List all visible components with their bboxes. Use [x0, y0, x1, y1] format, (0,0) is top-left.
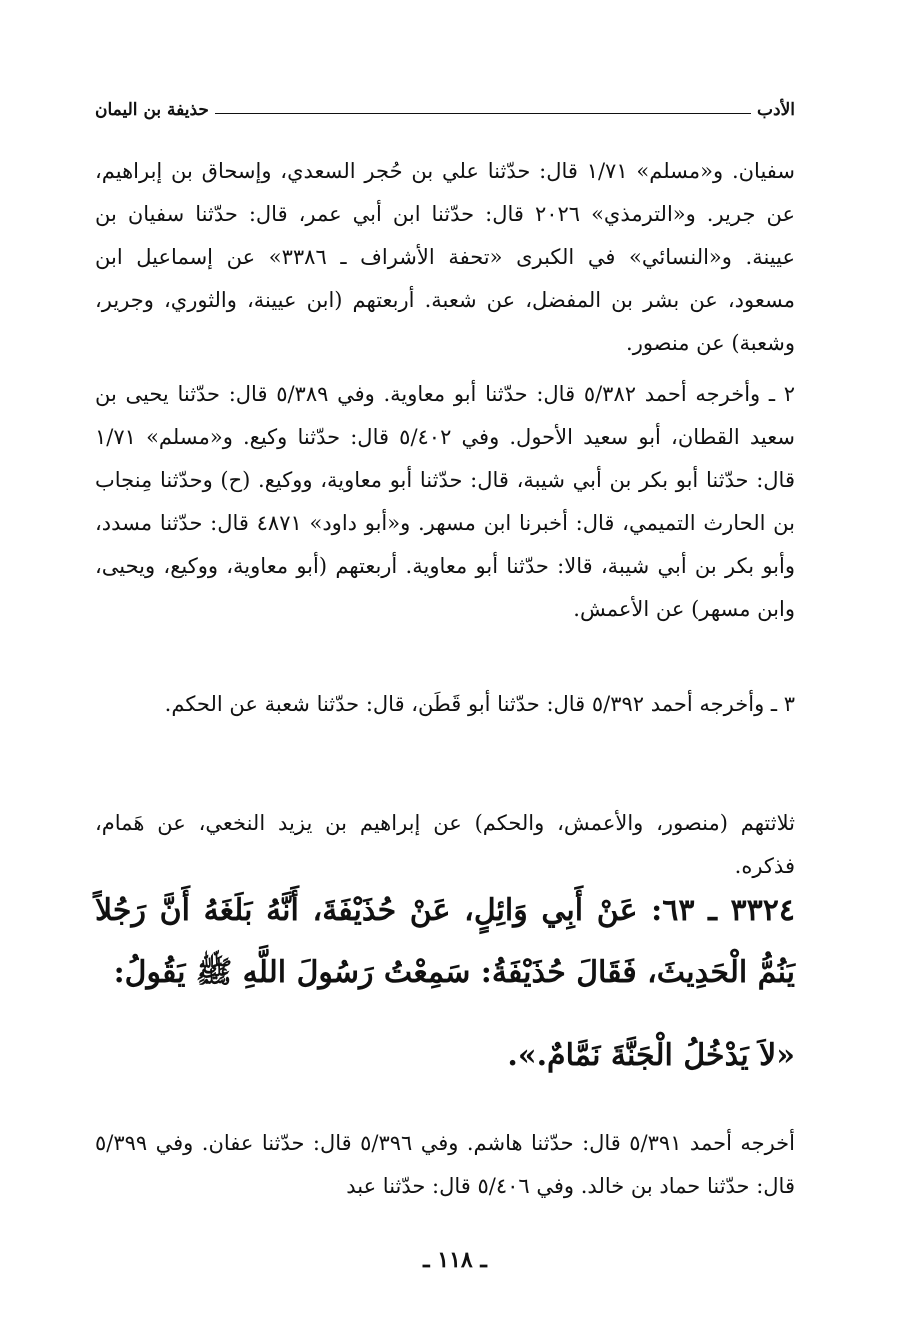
running-header	[95, 92, 795, 120]
takhrij-paragraph-3: ٣ ـ وأخرجه أحمد ٥/٣٩٢ قال: حدّثنا أبو قَطَن، قال: حدّثنا شعبة عن الحكم.	[164, 692, 795, 716]
isnad-summary: ثلاثتهم (منصور، والأعمش، والحكم) عن إبراهيم بن يزيد النخعي، عن هَمام، فذكره.	[95, 811, 795, 878]
takhrij-paragraph-1: سفيان. و«مسلم» ١/٧١ قال: حدّثنا علي بن حُجر السعدي، وإسحاق بن إبراهيم، عن جرير. و«الترمذي» ٢٠٢٦ قال: حدّثنا ابن أبي عمر، قال: حدّثنا سفيان بن عيينة. و«النسائي» في الكبرى «تحفة الأشراف ـ ٣٣٨٦» عن إسماعيل ابن مسعود، عن بشر بن المفضل، عن شعبة. أربعتهم (ابن عيينة، والثوري، وجرير، وشعبة) عن منصور.	[95, 159, 795, 355]
takhrij-paragraph-5: أخرجه أحمد ٥/٣٩١ قال: حدّثنا هاشم. وفي ٥/٣٩٦ قال: حدّثنا عفان. وفي ٥/٣٩٩ قال: حدّثنا حماد بن خالد. وفي ٥/٤٠٦ قال: حدّثنا عبد	[95, 1131, 795, 1198]
hadith-quote: «لاَ يَدْخُلُ الْجَنَّةَ نَمَّامٌ.».	[507, 1038, 795, 1073]
page-number: ـ ١١٨ ـ	[423, 1247, 487, 1273]
header-rule	[215, 113, 751, 114]
takhrij-paragraph-2: ٢ ـ وأخرجه أحمد ٥/٣٨٢ قال: حدّثنا أبو معاوية. وفي ٥/٣٨٩ قال: حدّثنا يحيى بن سعيد القطان، أبو سعيد الأحول. وفي ٥/٤٠٢ قال: حدّثنا وكيع. و«مسلم» ١/٧١ قال: حدّثنا أبو بكر بن أبي شيبة، قال: حدّثنا أبو معاوية، ووكيع. (ح) وحدّثنا مِنجاب بن الحارث التميمي، قال: أخبرنا ابن مسهر. و«أبو داود» ٤٨٧١ قال: حدّثنا مسدد، وأبو بكر بن أبي شيبة، قالا: حدّثنا أبو معاوية. أربعتهم (أبو معاوية، ووكيع، ويحيى، وابن مسهر) عن الأعمش.	[95, 382, 795, 621]
hadith-text: ٣٣٢٤ ـ ٦٣: عَنْ أَبِي وَائِلٍ، عَنْ حُذَيْفَةَ، أَنَّهُ بَلَغَهُ أَنَّ رَجُلاً يَنُمُّ الْحَدِيثَ، فَقَالَ حُذَيْفَةُ: سَمِعْتُ رَسُولَ اللَّهِ ﷺ يَقُولُ:	[95, 893, 795, 990]
subject-title: حذيفة بن اليمان	[95, 100, 209, 120]
chapter-title: الأدب	[757, 100, 795, 120]
